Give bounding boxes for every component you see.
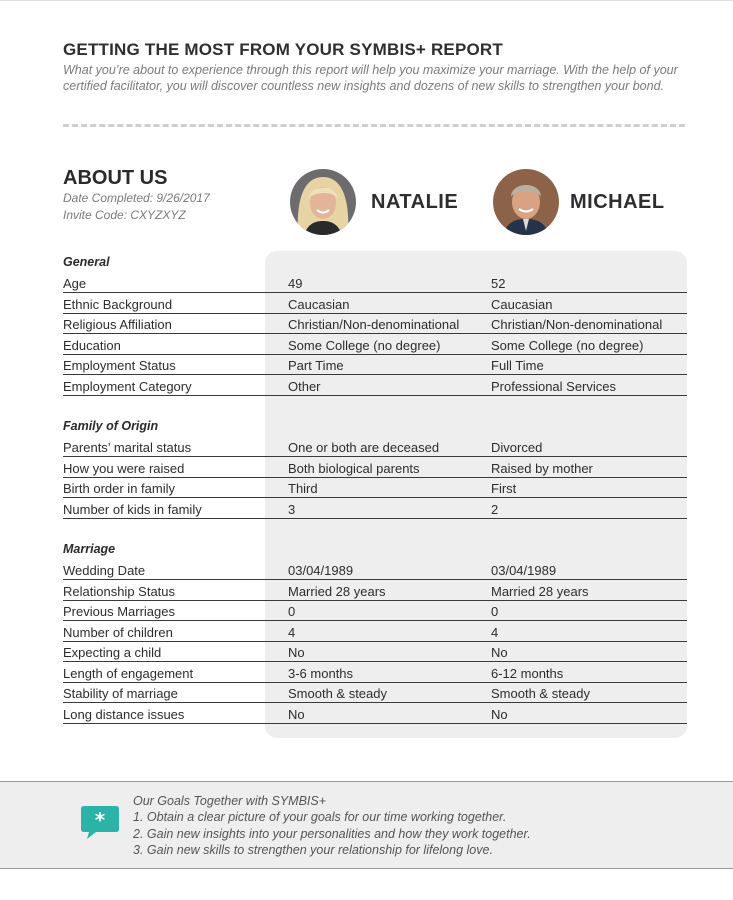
row-label: Birth order in family: [63, 481, 175, 496]
table-row: [63, 293, 687, 314]
woman-portrait-icon: [290, 169, 356, 235]
about-us-block: [63, 167, 210, 224]
section-spacer: [63, 519, 687, 540]
report-title: GETTING THE MOST FROM YOUR SYMBIS+ REPORT: [63, 40, 503, 59]
table-row: [63, 683, 687, 704]
table-row: [63, 580, 687, 601]
partner-2-value: Raised by mother: [491, 460, 593, 476]
partner-2-value: 6-12 months: [491, 665, 564, 681]
man-portrait-icon: [493, 169, 559, 235]
table-row: [63, 273, 687, 294]
section-heading: Family of Origin: [63, 419, 159, 433]
partner-1-avatar: [290, 169, 356, 235]
partner-2-value: 2: [491, 501, 499, 517]
partner-1-value: 3: [288, 501, 296, 517]
partner-1-value: Caucasian: [288, 296, 350, 312]
partner-2-value: Professional Services: [491, 378, 616, 394]
partner-1-value: 03/04/1989: [288, 563, 354, 578]
top-divider: [0, 0, 733, 1]
row-label: Long distance issues: [63, 706, 185, 722]
goals-list: [133, 793, 531, 858]
partner-1-value: Both biological parents: [288, 460, 420, 476]
table-row: [63, 478, 687, 499]
partner-2-value: 52: [491, 276, 506, 291]
partner-1-value: One or both are deceased: [288, 440, 440, 455]
partner-2-avatar: [493, 169, 559, 235]
partner-2-value: Caucasian: [491, 296, 553, 312]
row-label: Number of kids in family: [63, 501, 202, 517]
partner-1-value: Christian/Non-denominational: [288, 317, 460, 332]
partner-2-name: MICHAEL: [570, 191, 665, 213]
partner-2-value: Christian/Non-denominational: [491, 317, 663, 332]
row-label: Relationship Status: [63, 583, 176, 599]
section-heading: General: [63, 255, 110, 269]
partner-2-value: 4: [491, 624, 499, 640]
partner-1-value: 0: [288, 604, 296, 619]
table-row: [63, 662, 687, 683]
table-row: [63, 334, 687, 355]
goals-title: Our Goals Together with SYMBIS+: [133, 794, 327, 808]
table-row: [63, 703, 687, 724]
row-label: Stability of marriage: [63, 686, 178, 701]
partner-1-value: 49: [288, 276, 303, 291]
partner-2-value: 0: [491, 604, 499, 619]
date-completed: Date Completed: 9/26/2017: [63, 191, 210, 205]
partner-2-value: 03/04/1989: [491, 563, 557, 578]
invite-code: Invite Code: CXYZXYZ: [63, 208, 186, 222]
table-row: [63, 355, 687, 376]
row-label: Ethnic Background: [63, 296, 173, 312]
row-label: Employment Category: [63, 378, 192, 394]
about-us-title: ABOUT US: [63, 167, 168, 189]
section-heading: Marriage: [63, 542, 116, 556]
partner-1-value: Smooth & steady: [288, 686, 387, 701]
speech-bubble-asterisk-icon: [80, 803, 120, 846]
row-label: Employment Status: [63, 358, 176, 373]
row-label: Length of engagement: [63, 665, 194, 681]
table-row: [63, 498, 687, 519]
partner-1-value: 3-6 months: [288, 665, 354, 681]
row-label: Number of children: [63, 624, 173, 640]
table-row: [63, 314, 687, 335]
partner-1-value: Other: [288, 378, 321, 394]
partner-1-value: Third: [288, 481, 318, 496]
row-label: Expecting a child: [63, 645, 162, 660]
partner-1-name: NATALIE: [371, 191, 459, 213]
partner-1-value: No: [288, 706, 305, 722]
table-row: [63, 375, 687, 396]
intro-block: [63, 40, 693, 94]
partner-2-value: No: [491, 645, 508, 660]
section-spacer: [63, 396, 687, 417]
partner-2-value: Married 28 years: [491, 583, 589, 599]
partner-2-value: First: [491, 481, 517, 496]
table-row: [63, 621, 687, 642]
partner-2-value: Smooth & steady: [491, 686, 590, 701]
partner-1-value: Some College (no degree): [288, 337, 441, 353]
row-label: Previous Marriages: [63, 604, 175, 619]
table-row: [63, 457, 687, 478]
row-label: How you were raised: [63, 460, 185, 476]
partner-1-value: Married 28 years: [288, 583, 386, 599]
table-row: [63, 601, 687, 622]
intro-text: What you’re about to experience through this report will help you maximize your marriage. With the help of your certified facilitator, you will discover countless new insights and dozens of new skills to strengthen your bond.: [63, 63, 678, 93]
goal-item-2: 2. Gain new insights into your personalities and how they work together.: [133, 826, 531, 841]
table-row: [63, 437, 687, 458]
partner-2-value: Some College (no degree): [491, 337, 644, 353]
partner-1-value: No: [288, 645, 305, 660]
partner-2-value: Divorced: [491, 440, 543, 455]
row-label: Parents’ marital status: [63, 440, 192, 455]
partner-2-value: Full Time: [491, 358, 544, 373]
svg-text:*: *: [94, 808, 106, 832]
dashed-divider: [63, 124, 685, 127]
row-label: Age: [63, 276, 87, 291]
row-label: Education: [63, 337, 121, 353]
partner-2-value: No: [491, 706, 508, 722]
goal-item-1: 1. Obtain a clear picture of your goals for our time working together.: [133, 810, 507, 825]
goal-item-3: 3. Gain new skills to strengthen your relationship for lifelong love.: [133, 842, 493, 857]
partner-1-value: Part Time: [288, 358, 344, 373]
partner-1-value: 4: [288, 624, 296, 640]
details-table: [63, 252, 687, 724]
table-row: [63, 642, 687, 663]
table-row: [63, 560, 687, 581]
row-label: Religious Affiliation: [63, 317, 172, 332]
row-label: Wedding Date: [63, 563, 146, 578]
